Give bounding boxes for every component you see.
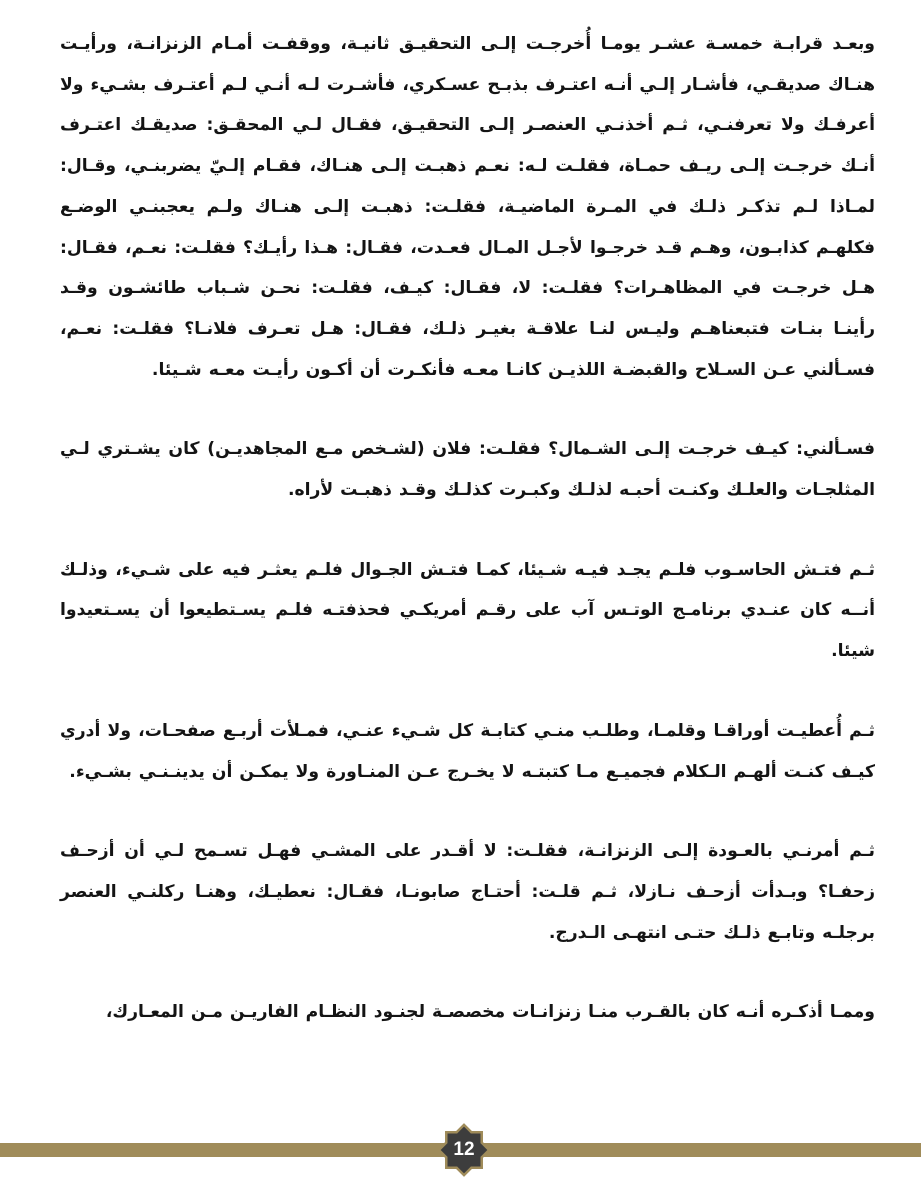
page-number: 12 [453, 1139, 475, 1160]
page-number-badge [433, 1119, 495, 1181]
paragraph-device-search: ثـم فتـش الحاسـوب فلـم يجـد فيـه شـيئا، كمـا فتـش الجـوال فلـم يعثـر فيه على شـيء، وذلـك أنــه كان عنـدي برنامـج الوتـس آب على رقـم أمريكـي فحذفتـه فلـم يسـتطيعوا أن يسـتعيدوا شيئا. [60, 559, 875, 662]
paragraph-written-statement: ثـم أُعطيـت أوراقـا وقلمـا، وطلـب منـي كتابـة كل شـيء عنـي، فمـلأت أربـع صفحـات، ولا أدري كيـف كنـت ألهـم الـكلام فجميـع مـا كتبتـه لا يخـرج عـن المنـاورة ولا يمكـن أن يدينـنـي بشـيء. [60, 720, 875, 782]
paragraph-return-to-cell: ثـم أمرنـي بالعـودة إلـى الزنزانـة، فقلـت: لا أقـدر على المشـي فهـل تسـمح لـي أن أزحـف زحفـا؟ وبـدأت أزحـف نـازلا، ثـم قلـت: أحتـاج صابونـا، فقـال: نعطيـك، وهنـا ركلنـي العنصر برجلـه وتابـع ذلـك حتـى انتهـى الـدرج. [60, 841, 875, 943]
paragraph-going-north: فسـألني: كيـف خرجـت إلـى الشـمال؟ فقلـت: فلان (لشـخص مـع المجاهديـن) كان يشـتري لـي المثلجـات والعلـك وكنـت أحبـه لذلـك وكبـرت كذلـك وقـد ذهبـت لأراه. [60, 439, 875, 501]
paragraph-nearby-cells: وممـا أذكـره أنـه كان بالقـرب منـا زنزانـات مخصصـة لجنـود النظـام الفاريـن مـن المعـارك، [105, 1002, 875, 1023]
article-body [60, 24, 875, 1072]
paragraph-interrogation: وبعـد قرابـة خمسـة عشـر يومـا أُخرجـت إلـى التحقيـق ثانيـة، ووقفـت أمـام الزنزانـة، ورأيـت هنـاك صديقـي، فأشـار إلـي أنـه اعتـرف بذبـح عسـكري، فأشـرت لـه أنـي لـم أعتـرف بشـيء ولا أعرفـك ولا تعرفنـي، ثـم أخذنـي العنصـر إلـى التحقيـق، فقـال لـي المحقـق: صديقـك اعتـرف أنـك خرجـت إلـى ريـف حمـاة، فقلـت لـه: نعـم ذهبـت إلـى هنـاك، فقـام إلـيّ يضربنـي، وقـال: لمـاذا لـم تذكـر ذلـك في المـرة الماضيـة، فقلـت: ذهبـت إلـى هنـاك ولـم يعجبنـي الوضـع فكلهـم كذابـون، وهـم قـد خرجـوا لأجـل المـال فعـدت، فقـال: هـذا رأيـك؟ فقلـت: نعـم، فقـال: هـل خرجـت في المظاهـرات؟ فقلـت: لا، فقـال: كيـف، فقلـت: نحـن شـباب طائشـون وقـد رأينـا بنـات فتبعناهـم وليـس لنـا علاقـة بغيـر ذلـك، فقـال: هـل تعـرف فلانـا؟ فقلـت: نعـم، فسـألني عـن السـلاح والقبضـة اللذيـن كانـا معـه فأنكـرت أن أكـون رأيـت معـه شـيئا. [60, 34, 875, 380]
